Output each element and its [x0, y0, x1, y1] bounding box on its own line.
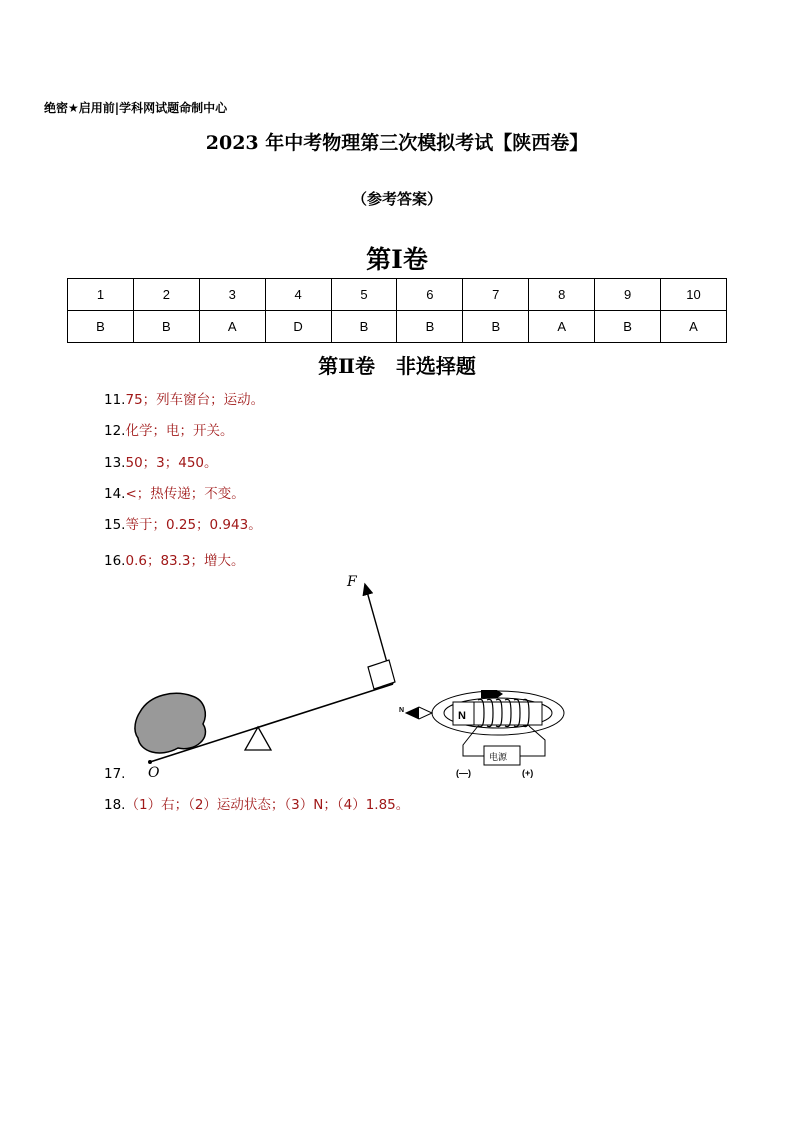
answer-item-14: [104, 482, 245, 502]
question-number-cell: 5: [331, 279, 397, 311]
item-text: 75；列车窗台；运动。: [125, 392, 265, 408]
wire-right: [520, 726, 545, 756]
header-note: 绝密★启用前|学科网试题命制中心: [44, 101, 228, 115]
item-number: 11.: [104, 392, 126, 408]
compass-needle: [399, 707, 432, 719]
item-number: 16.: [104, 553, 126, 569]
answer-item-16: [104, 549, 245, 569]
item-text: （1）右；（2）运动状态；（3）N；（4）1.85。: [125, 797, 410, 813]
part2-title: 第Ⅱ卷 非选择题: [318, 354, 476, 378]
answer-cell: D: [265, 311, 331, 343]
answer-item-17: [104, 766, 125, 782]
pivot-label: O: [148, 765, 160, 781]
answer-cell: B: [595, 311, 661, 343]
power-supply-label: 电源: [489, 753, 508, 763]
wire-left: [463, 726, 484, 756]
answer-table: [67, 278, 727, 343]
force-label: F: [347, 574, 357, 590]
answer-cell: A: [661, 311, 727, 343]
item-number: 12.: [104, 423, 126, 439]
answer-cell: B: [133, 311, 199, 343]
item-number: 15.: [104, 517, 126, 533]
page-title: 2023 年中考物理第三次模拟考试【陕西卷】: [205, 132, 589, 154]
pivot-point: [148, 760, 152, 764]
answer-cell: B: [68, 311, 134, 343]
plus-terminal-label: (+): [522, 768, 534, 778]
item-number: 14.: [104, 486, 126, 502]
answer-cell: A: [199, 311, 265, 343]
answer-item-13: [104, 451, 218, 471]
item-number: 18.: [104, 797, 126, 813]
answer-table-number-row: [68, 279, 727, 311]
answer-cell: A: [529, 311, 595, 343]
question-number-cell: 3: [199, 279, 265, 311]
question-number-cell: 2: [133, 279, 199, 311]
rock-shape: [135, 693, 206, 753]
item-text: 50；3；450。: [125, 455, 218, 471]
part1-title: 第Ⅰ卷: [366, 245, 428, 274]
answer-item-12: [104, 419, 233, 439]
item-number: 13.: [104, 455, 126, 471]
question-number-cell: 7: [463, 279, 529, 311]
question-number-cell: 1: [68, 279, 134, 311]
question-number-cell: 6: [397, 279, 463, 311]
question-number-cell: 10: [661, 279, 727, 311]
question-number-cell: 9: [595, 279, 661, 311]
item17-diagram: [0, 570, 794, 785]
question-number-cell: 4: [265, 279, 331, 311]
item-text: 化学；电；开关。: [125, 423, 234, 439]
compass-pole-label: N: [399, 707, 405, 714]
answer-cell: B: [331, 311, 397, 343]
answer-item-11: [104, 388, 264, 408]
minus-terminal-label: (—): [456, 768, 471, 778]
answer-item-18: [104, 793, 409, 813]
core-pole-label: N: [458, 710, 466, 722]
page-subtitle: （参考答案）: [351, 190, 442, 208]
answer-item-15: [104, 513, 262, 533]
answer-cell: B: [397, 311, 463, 343]
item-number: 17.: [104, 766, 126, 782]
item-text: 0.6；83.3；增大。: [125, 553, 245, 569]
item-text: 等于；0.25；0.943。: [125, 517, 262, 533]
question-number-cell: 8: [529, 279, 595, 311]
answer-cell: B: [463, 311, 529, 343]
answer-table-answer-row: [68, 311, 727, 343]
item-text: <；热传递；不变。: [125, 486, 245, 502]
